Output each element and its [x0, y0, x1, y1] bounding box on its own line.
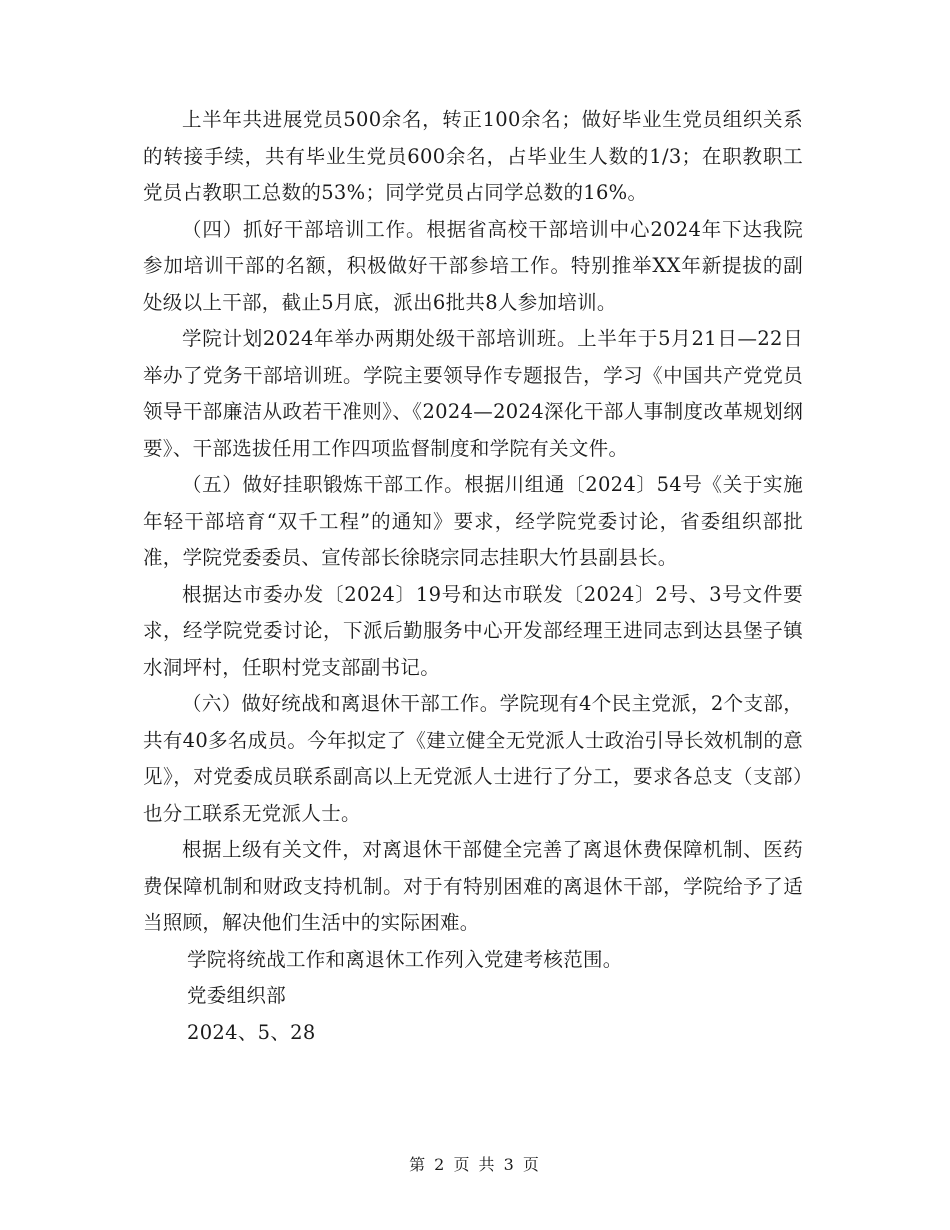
paragraph-temporary-post: （五）做好挂职锻炼干部工作。根据川组通〔2024〕54号《关于实施年轻干部培育“双千工程”的通知》要求，经学院党委讨论，省委组织部批准，学院党委委员、宣传部长徐晓宗同志挂职大竹县副县长。	[143, 473, 803, 569]
closing-line: 学院将统战工作和离退休工作列入党建考核范围。	[187, 947, 623, 971]
signature: 党委组织部	[187, 984, 287, 1007]
paragraph-village-assignment: 根据达市委办发〔2024〕19号和达市联发〔2024〕2号、3号文件要求，经学院党委讨论，下派后勤服务中心开发部经理王进同志到达县堡子镇水洞坪村，任职村党支部副书记。	[143, 582, 803, 679]
paragraph-party-members: 上半年共进展党员500余名，转正100余名；做好毕业生党员组织关系的转接手续，共有毕业生党员600余名，占毕业生人数的1/3；在职教职工党员占教职工总数的53%；同学党员占同学总数的16%。	[143, 108, 803, 204]
page-number-footer: 第 2 页 共 3 页	[409, 1155, 541, 1174]
paragraph-training-class: 学院计划2024年举办两期处级干部培训班。上半年于5月21日—22日举办了党务干部培训班。学院主要领导作专题报告，学习《中国共产党党员领导干部廉洁从政若干准则》、《2024—2024深化干部人事制度改革规划纲要》、干部选拔任用工作四项监督制度和学院有关文件。	[143, 327, 803, 460]
paragraph-united-front: （六）做好统战和离退休干部工作。学院现有4个民主党派，2个支部，共有40多名成员。今年拟定了《建立健全无党派人士政治引导长效机制的意见》，对党委成员联系副高以上无党派人士进行了分工，要求各总支（支部）也分工联系无党派人士。	[143, 692, 803, 825]
document-body	[143, 102, 803, 1051]
paragraph-cadre-training: （四）抓好干部培训工作。根据省高校干部培训中心2024年下达我院参加培训干部的名额，积极做好干部参培工作。特别推举XX年新提拔的副处级以上干部，截止5月底，派出6批共8人参加培训。	[143, 217, 803, 314]
paragraph-retirees: 根据上级有关文件，对离退休干部健全完善了离退休费保障机制、医药费保障机制和财政支持机制。对于有特别困难的离退休干部，学院给予了适当照顾，解决他们生活中的实际困难。	[143, 838, 803, 934]
document-date: 2024、5、28	[187, 1020, 316, 1044]
